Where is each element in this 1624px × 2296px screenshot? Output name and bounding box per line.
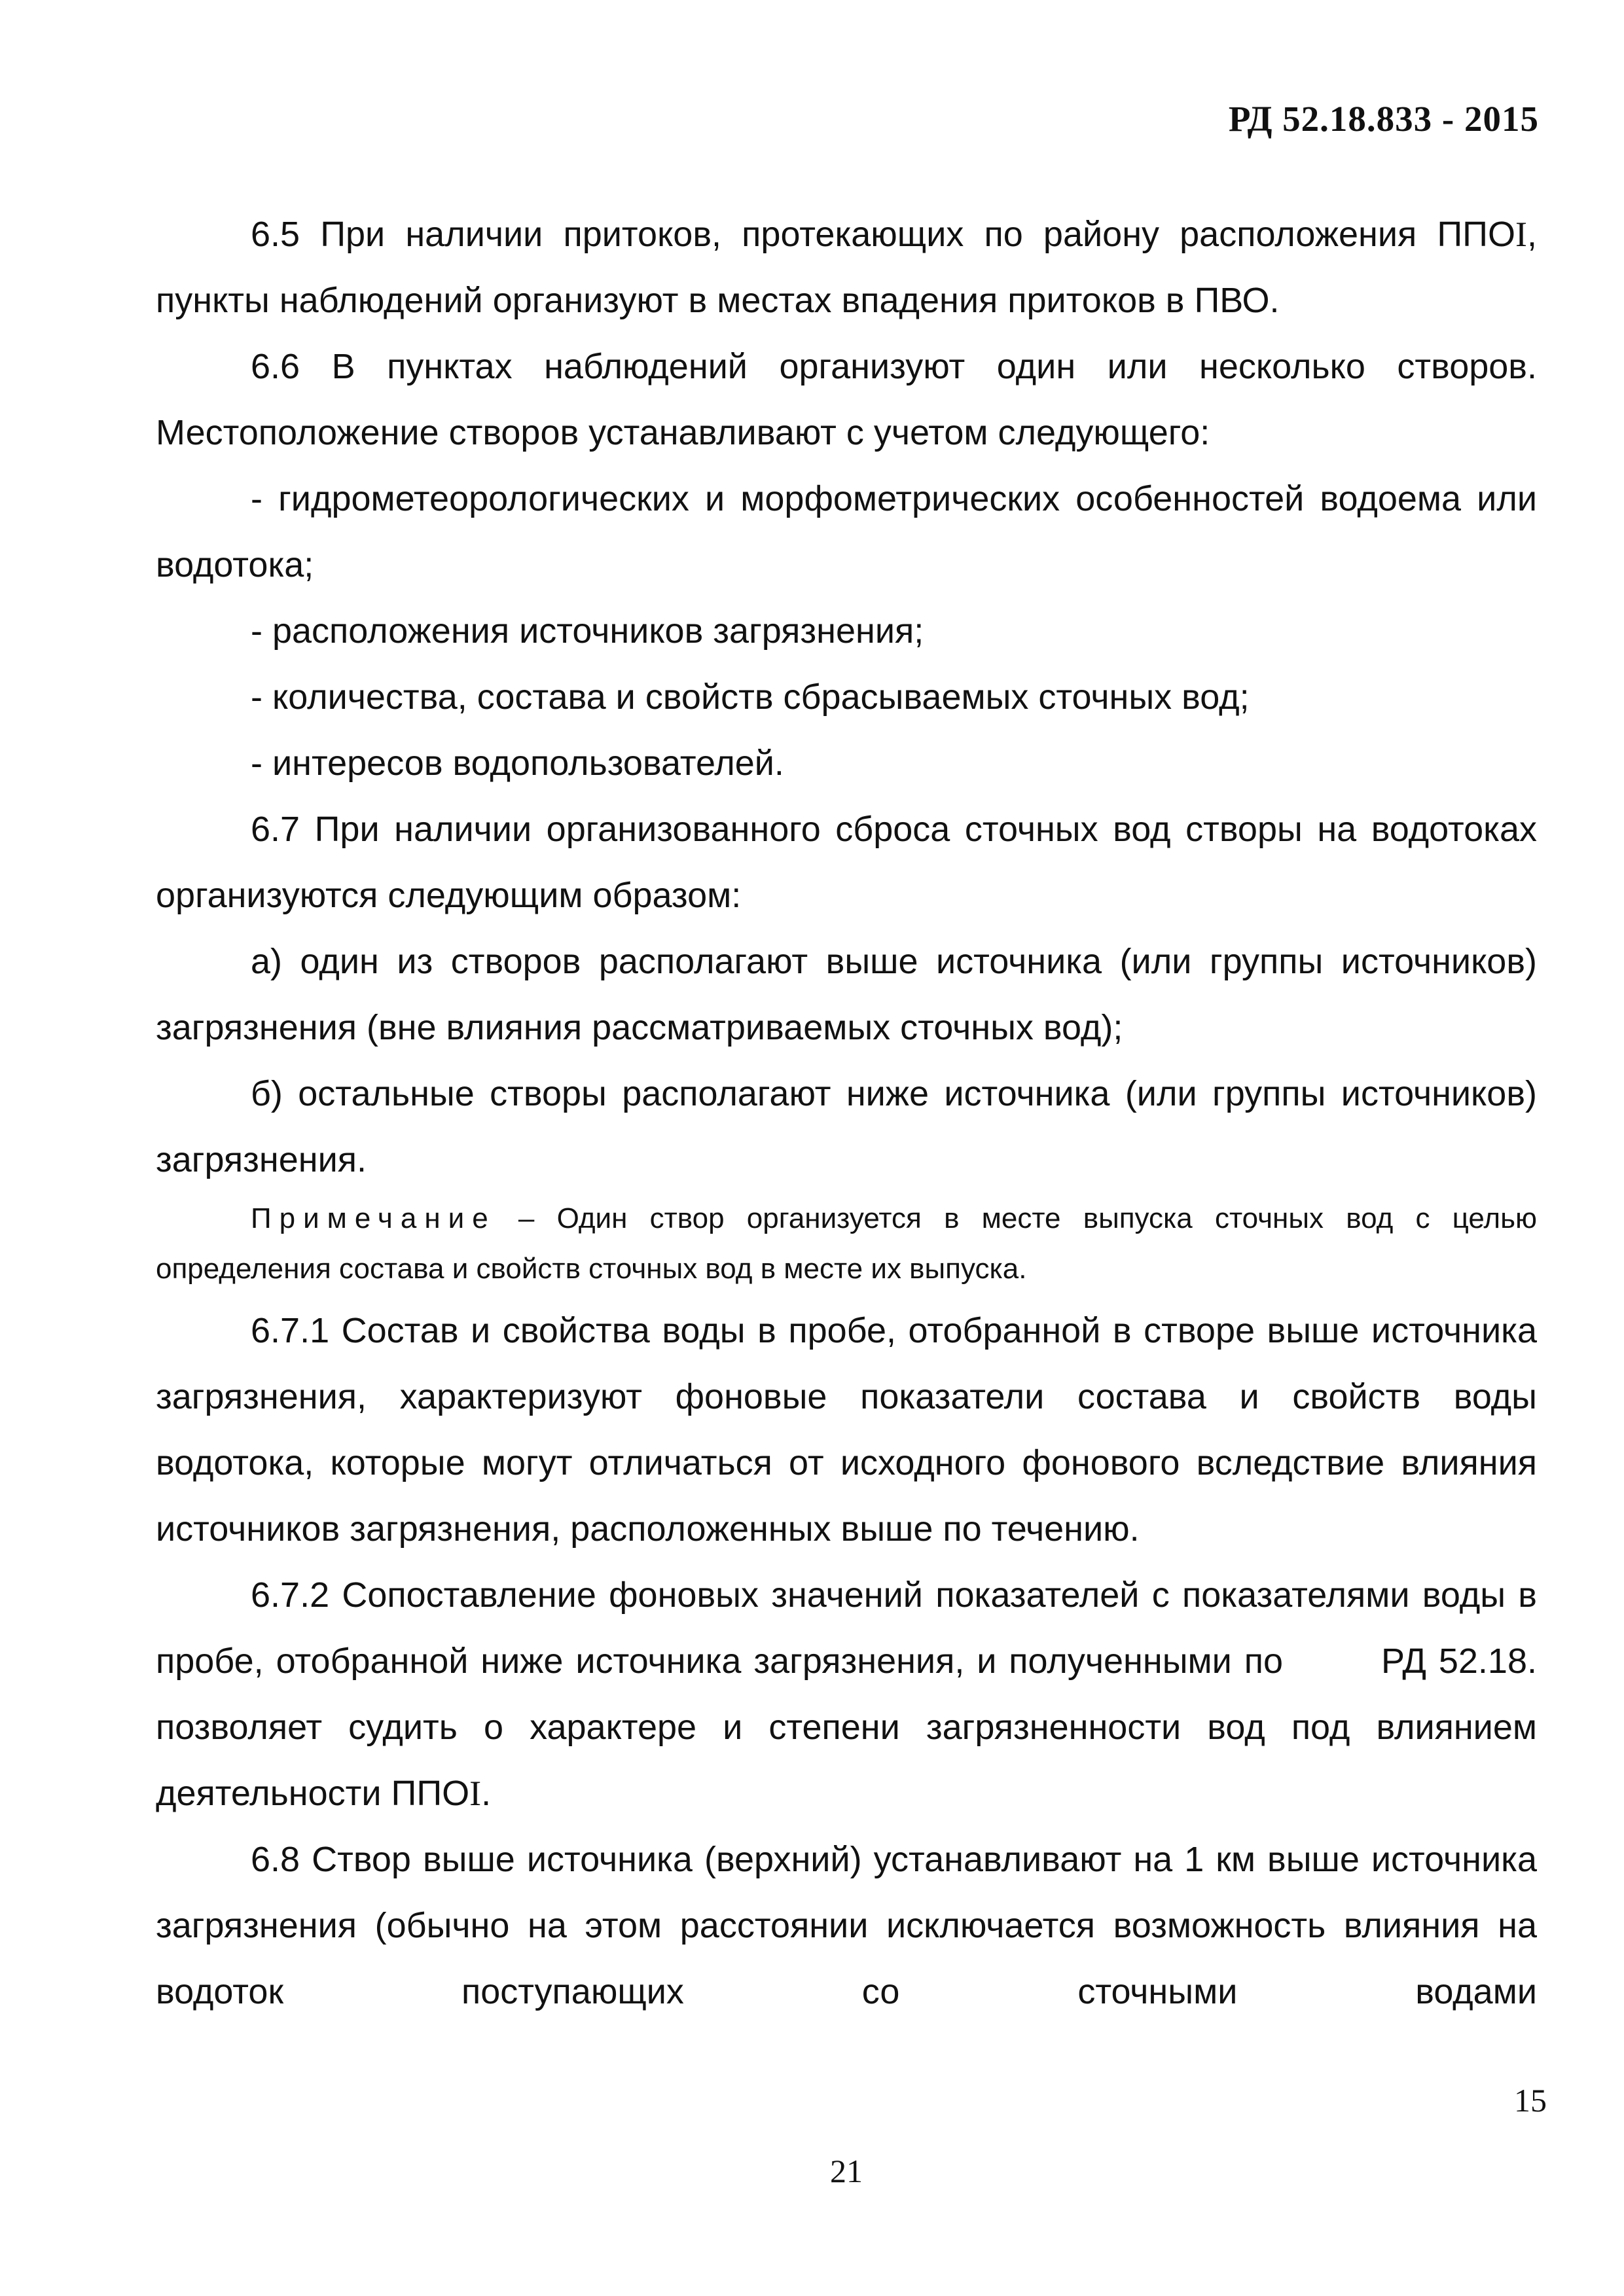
paragraph-6-7-2 xyxy=(156,1562,1537,1827)
list-item: - интересов водопользователей. xyxy=(251,744,784,783)
paragraph-6-5-text: 6.5 При наличии притоков, протекающих по району расположения ППО xyxy=(251,215,1515,254)
paragraph-6-7-2-text-cont: РД 52.18. позволяет судить о характере и степени загрязненности вод под влиянием деятельности ППО xyxy=(156,1641,1537,1813)
roman-numeral: I xyxy=(1515,215,1527,254)
roman-numeral: I xyxy=(469,1774,482,1813)
paragraph-6-5 xyxy=(156,202,1537,334)
note-label: Примечание xyxy=(251,1202,496,1234)
paragraph-6-7-b: б) остальные створы располагают ниже источника (или группы источников) загрязнения. xyxy=(156,1074,1537,1179)
list-item: - расположения источников загрязнения; xyxy=(251,611,924,651)
document-code-header: РД 52.18.833 - 2015 xyxy=(1228,99,1539,139)
paragraph-6-6: 6.6 В пунктах наблюдений организуют один или несколько створов. Местоположение створов устанавливают с учетом следующего: xyxy=(156,347,1537,452)
page-body xyxy=(156,202,1537,2025)
paragraph-6-7-2-text: 6.7.2 Сопоставление фоновых значений показателей с показателями воды в пробе, отобранной ниже источника загрязнения, и полученными по xyxy=(156,1575,1537,1681)
page-number-document: 15 xyxy=(1514,2082,1547,2119)
note xyxy=(156,1193,1537,1294)
paragraph-6-7: 6.7 При наличии организованного сброса сточных вод створы на водотоках организуются следующим образом: xyxy=(156,810,1537,915)
list-item: - гидрометеорологических и морфометрических особенностей водоема или водотока; xyxy=(156,479,1537,584)
list-item: - количества, состава и свойств сбрасываемых сточных вод; xyxy=(251,677,1250,717)
page-number-file: 21 xyxy=(830,2153,863,2189)
paragraph-6-8: 6.8 Створ выше источника (верхний) устанавливают на 1 км выше источника загрязнения (обычно на этом расстоянии исключается возможность влияния на водоток поступающих со сточными водами xyxy=(156,1840,1537,2011)
paragraph-6-7-a: а) один из створов располагают выше источника (или группы источников) загрязнения (вне влияния рассматриваемых сточных вод); xyxy=(156,942,1537,1047)
note-text: – Один створ организуется в месте выпуска сточных вод с целью определения состава и свойств сточных вод в месте их выпуска. xyxy=(156,1202,1537,1285)
paragraph-6-5-text-end: , пункты наблюдений организуют в местах впадения притоков в ПВО. xyxy=(156,215,1537,320)
paragraph-6-7-1: 6.7.1 Состав и свойства воды в пробе, отобранной в створе выше источника загрязнения, характеризуют фоновые показатели состава и свойств воды водотока, которые могут отличаться от исходного фонового вследствие влияния источников загрязнения, расположенных выше по течению. xyxy=(156,1311,1537,1549)
paragraph-6-7-2-end: . xyxy=(481,1774,492,1813)
